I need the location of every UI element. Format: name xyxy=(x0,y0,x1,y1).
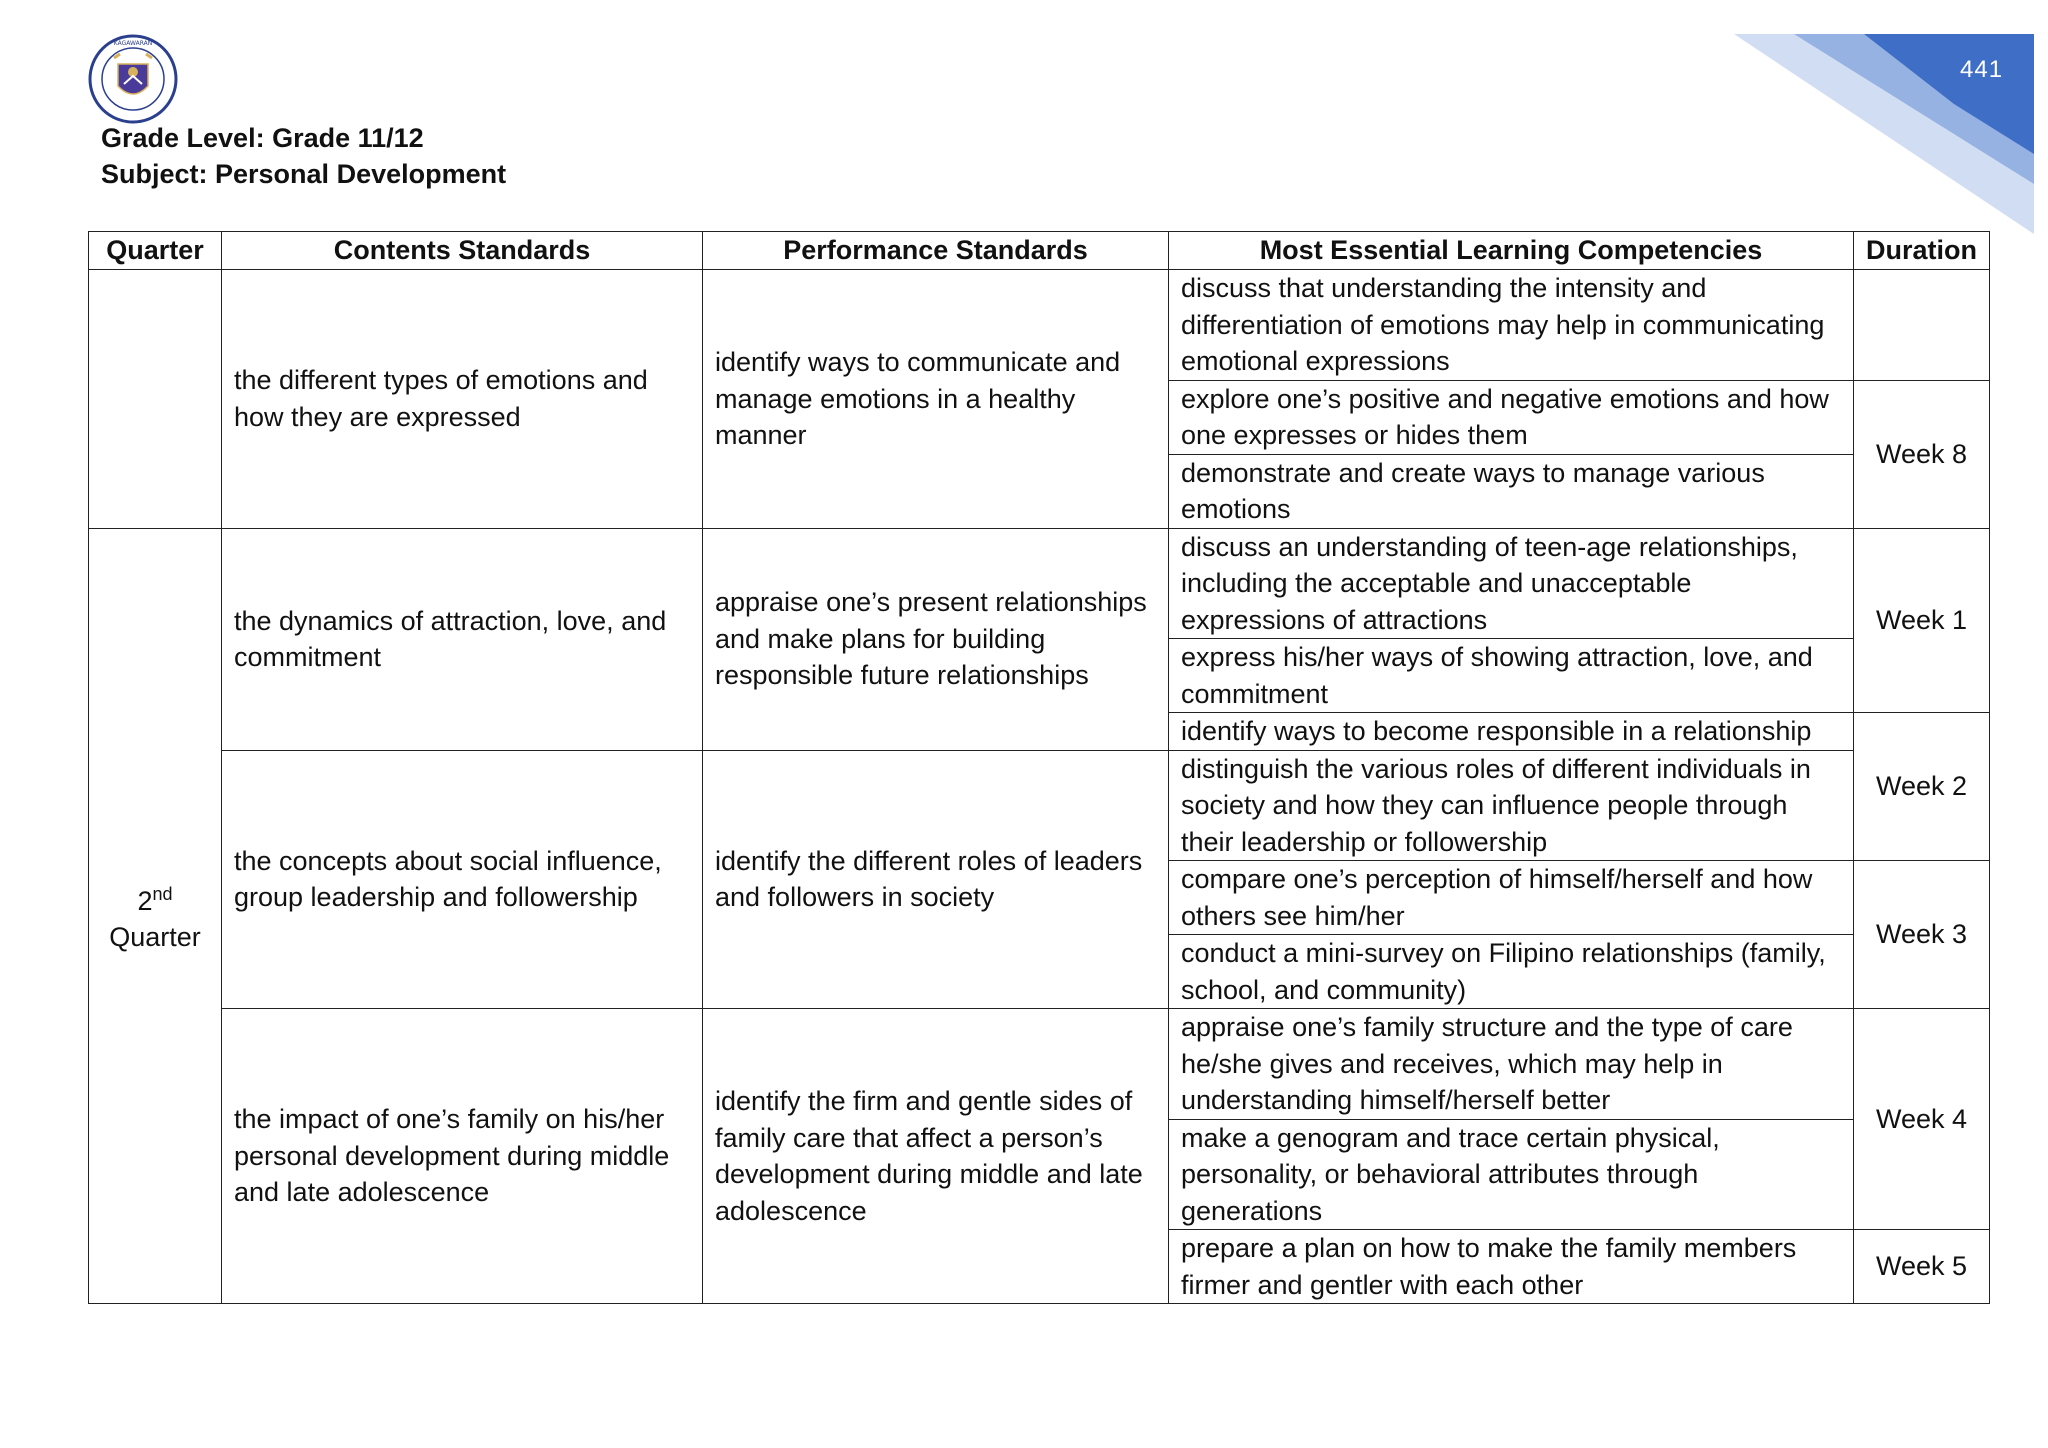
competency: discuss an understanding of teen-age relationships, including the acceptable and unacceptable expressions of attractions xyxy=(1169,528,1854,639)
content-standard: the concepts about social influence, group leadership and followership xyxy=(222,750,703,1009)
table-row xyxy=(89,270,1990,381)
performance-standard: appraise one’s present relationships and make plans for building responsible future relationships xyxy=(703,528,1169,750)
duration: Week 4 xyxy=(1854,1009,1990,1230)
performance-standard: identify the different roles of leaders and followers in society xyxy=(703,750,1169,1009)
header-duration: Duration xyxy=(1854,232,1990,270)
performance-standard: identify ways to communicate and manage emotions in a healthy manner xyxy=(703,270,1169,529)
svg-text:KAGAWARAN: KAGAWARAN xyxy=(113,40,153,47)
duration: Week 5 xyxy=(1854,1230,1990,1304)
competency: explore one’s positive and negative emotions and how one expresses or hides them xyxy=(1169,380,1854,454)
table-header-row xyxy=(89,232,1990,270)
quarter-number: 2 xyxy=(137,885,153,916)
content-standard: the impact of one’s family on his/her personal development during middle and late adolescence xyxy=(222,1009,703,1304)
document-meta xyxy=(101,120,506,192)
quarter-cell-empty xyxy=(89,270,222,529)
grade-level: Grade Level: Grade 11/12 xyxy=(101,123,424,153)
table-row xyxy=(89,1009,1990,1120)
duration-empty xyxy=(1854,270,1990,381)
competency: compare one’s perception of himself/herself and how others see him/her xyxy=(1169,861,1854,935)
competency: demonstrate and create ways to manage various emotions xyxy=(1169,454,1854,528)
table-row xyxy=(89,750,1990,861)
table-row xyxy=(89,528,1990,639)
competency: appraise one’s family structure and the type of care he/she gives and receives, which may help in understanding himself/herself better xyxy=(1169,1009,1854,1120)
competency: prepare a plan on how to make the family members firmer and gentler with each other xyxy=(1169,1230,1854,1304)
competency: make a genogram and trace certain physical, personality, or behavioral attributes through generations xyxy=(1169,1119,1854,1230)
duration: Week 8 xyxy=(1854,380,1990,528)
content-standard: the dynamics of attraction, love, and commitment xyxy=(222,528,703,750)
quarter-word: Quarter xyxy=(109,922,201,953)
competency: express his/her ways of showing attraction, love, and commitment xyxy=(1169,639,1854,713)
competency: conduct a mini-survey on Filipino relationships (family, school, and community) xyxy=(1169,935,1854,1009)
header-content-standards: Contents Standards xyxy=(222,232,703,270)
quarter-suffix: nd xyxy=(152,883,173,904)
header-performance-standards: Performance Standards xyxy=(703,232,1169,270)
header-melc: Most Essential Learning Competencies xyxy=(1169,232,1854,270)
header-quarter: Quarter xyxy=(89,232,222,270)
competency: distinguish the various roles of different individuals in society and how they can influence people through their leadership or followership xyxy=(1169,750,1854,861)
subject: Subject: Personal Development xyxy=(101,159,507,189)
content-standard: the different types of emotions and how they are expressed xyxy=(222,270,703,529)
duration: Week 1 xyxy=(1854,528,1990,713)
performance-standard: identify the firm and gentle sides of family care that affect a person’s development during middle and late adolescence xyxy=(703,1009,1169,1304)
competency: identify ways to become responsible in a relationship xyxy=(1169,713,1854,751)
deped-seal-logo xyxy=(88,34,178,124)
page-number: 441 xyxy=(1960,56,2004,83)
quarter-cell xyxy=(89,528,222,1304)
duration: Week 3 xyxy=(1854,861,1990,1009)
competency: discuss that understanding the intensity and differentiation of emotions may help in communicating emotional expressions xyxy=(1169,270,1854,381)
duration: Week 2 xyxy=(1854,713,1990,861)
curriculum-table xyxy=(88,231,1990,1304)
